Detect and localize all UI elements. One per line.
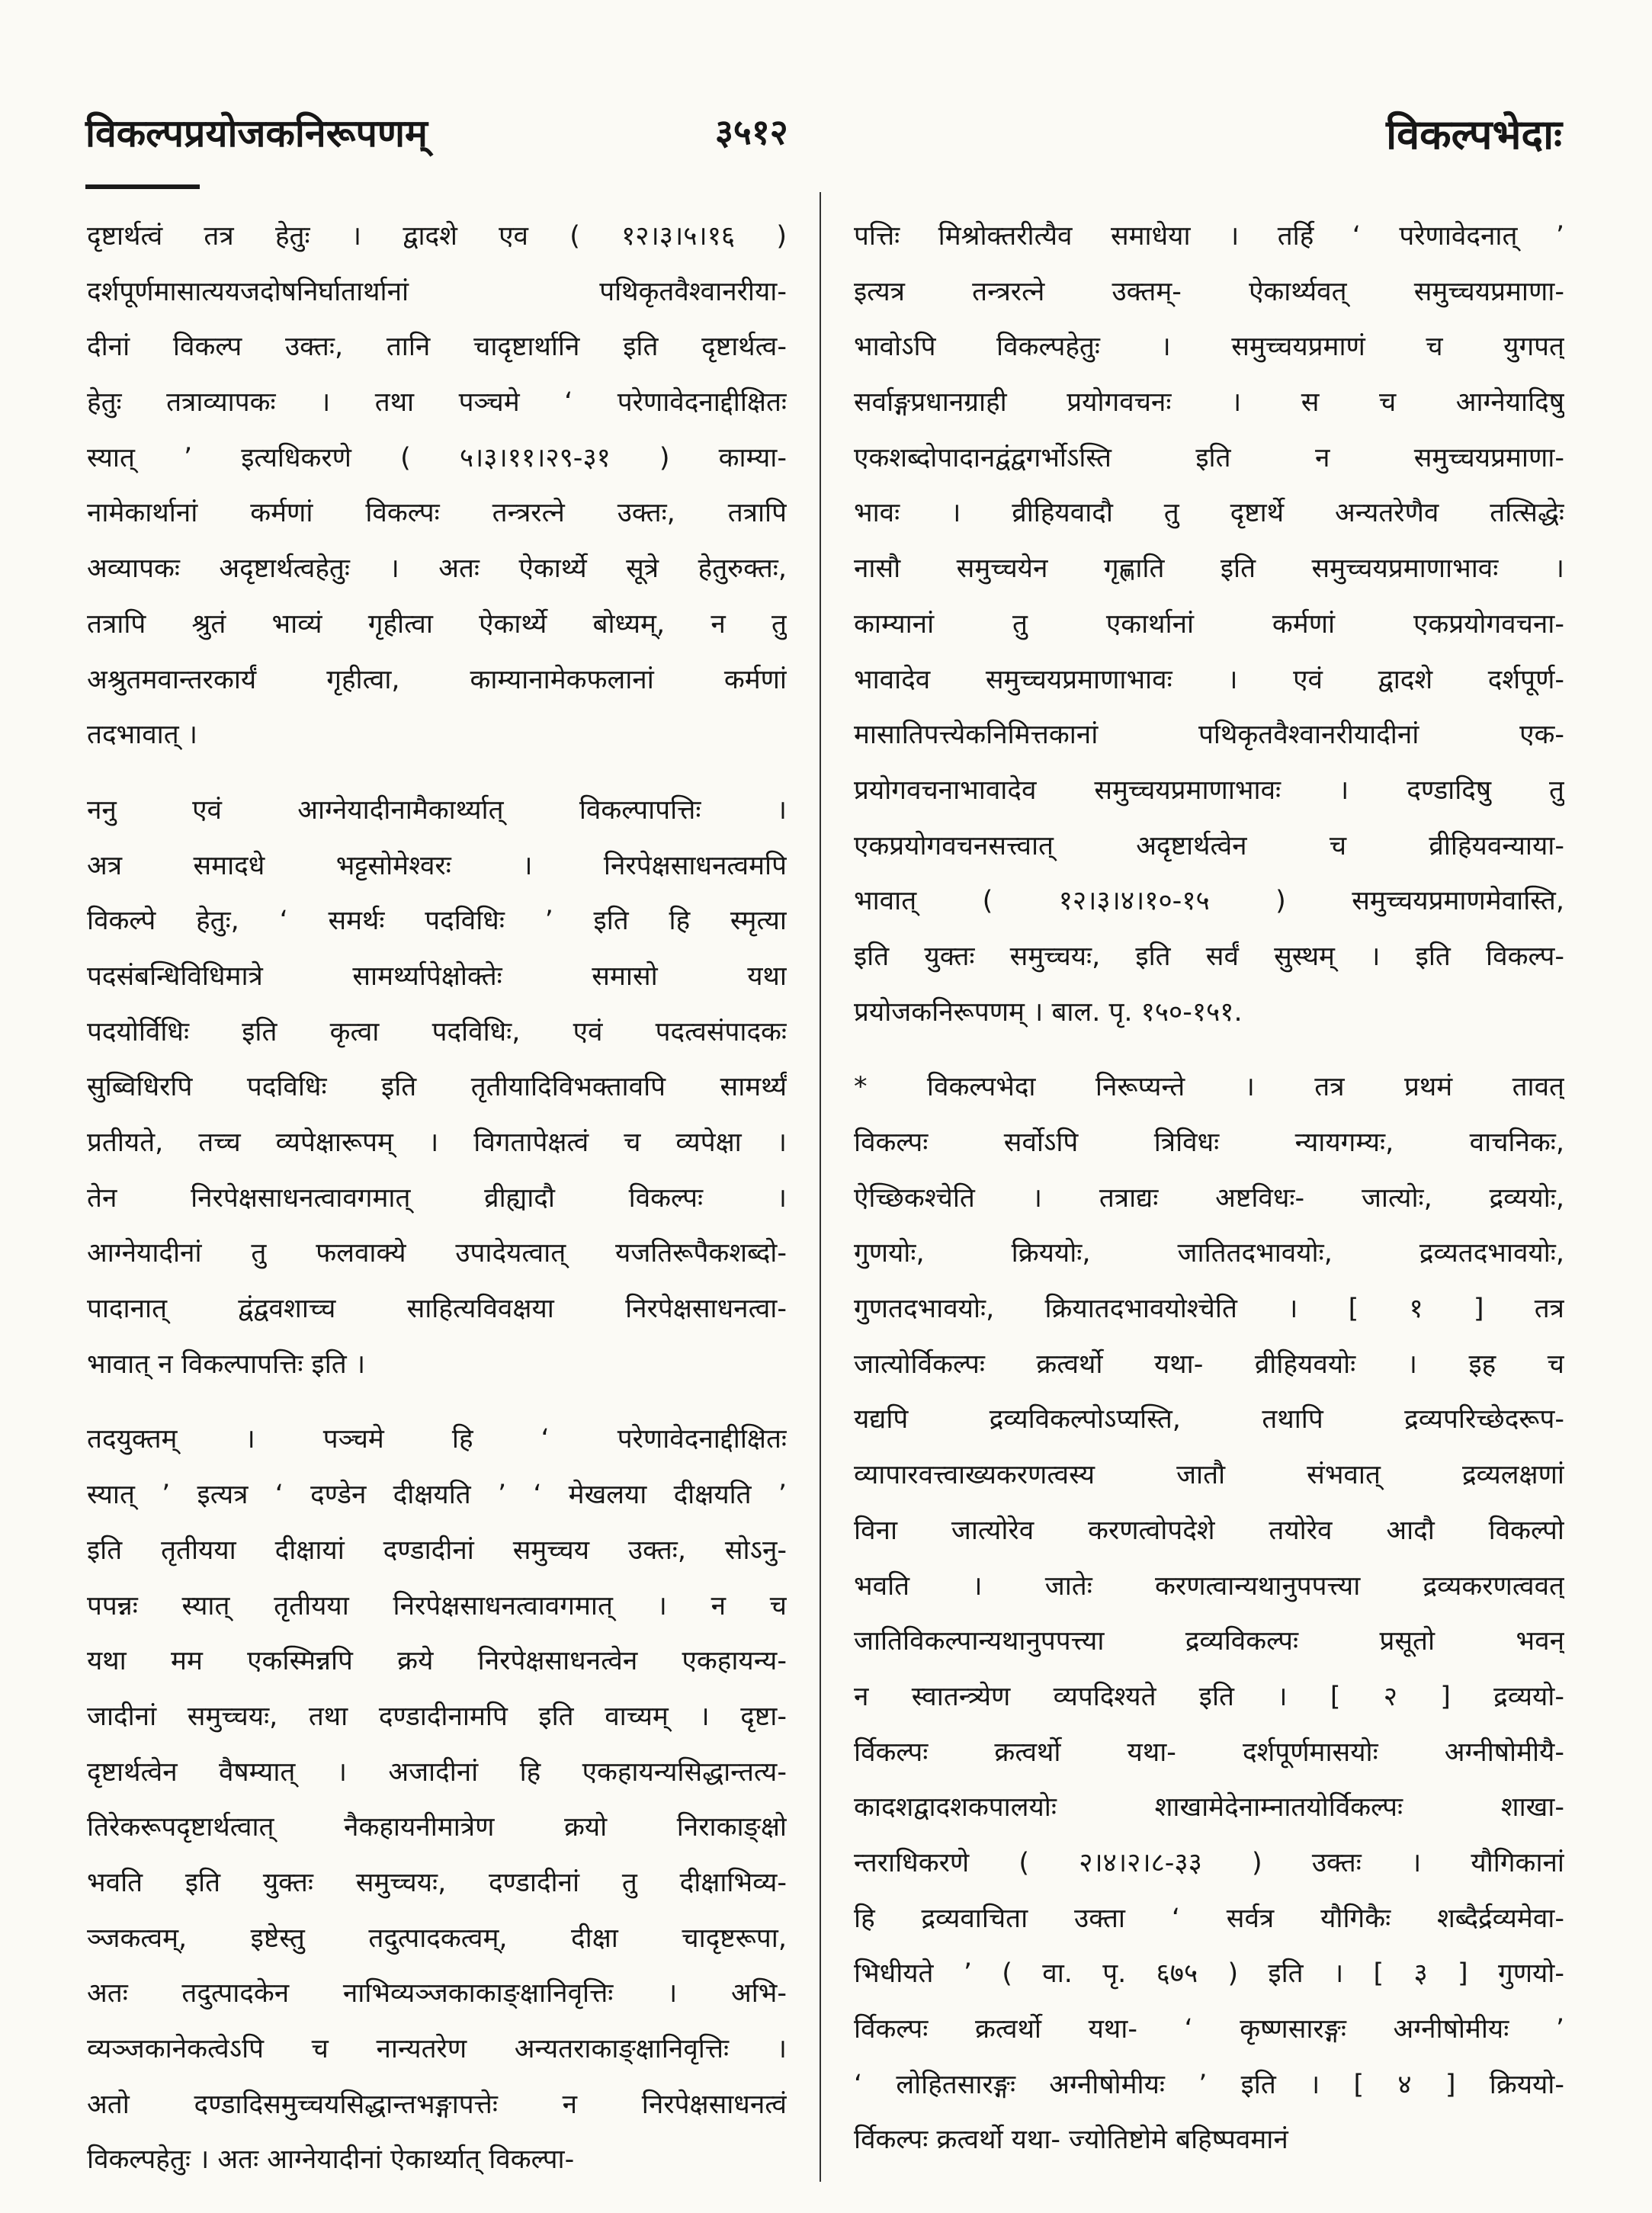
text-line: * विकल्पभेदा निरूप्यन्ते । तत्र प्रथमं तावत् [854, 1072, 1564, 1103]
left-column [87, 209, 787, 2188]
text-line: स्यात् ’ इत्यधिकरणे ( ५।३।११।२९-३१ ) काम्या- [87, 442, 787, 473]
text-line: हेतुः तत्राव्यापकः । तथा पञ्चमे ‘ परेणावेदनाद्दीक्षितः [87, 387, 787, 419]
paragraph [854, 209, 1564, 1040]
text-line: इत्यत्र तन्त्ररत्ने उक्तम्- ऐकार्थ्यवत् समुच्चयप्रमाणा- [854, 276, 1564, 307]
text-line: विकल्पः सर्वोऽपि त्रिविधः न्यायगम्यः, वाचनिकः, [854, 1127, 1564, 1158]
text-line: भिधीयते ’ ( वा. पृ. ६७५ ) इति । [ ३ ] गुणयो- [854, 1958, 1564, 1990]
text-line: भवति । जातेः करणत्वान्यथानुपपत्त्या द्रव्यकरणत्ववत् [854, 1570, 1564, 1602]
text-line: तदयुक्तम् । पञ्चमे हि ‘ परेणावेदनाद्दीक्षितः [87, 1424, 787, 1455]
text-line: र्विकल्पः क्रत्वर्थो यथा- दर्शपूर्णमासयोः अग्नीषोमीयै- [854, 1737, 1564, 1768]
text-line: स्यात् ’ इत्यत्र ‘ दण्डेन दीक्षयति ’ ‘ मेखलया दीक्षयति ’ [87, 1480, 787, 1511]
text-line: इति युक्तः समुच्चयः, इति सर्वं सुस्थम् । इति विकल्प- [854, 941, 1564, 972]
running-title-right: विकल्पभेदाः [1386, 111, 1562, 159]
text-line: आग्नेयादीनां तु फलवाक्ये उपादेयत्वात् यजतिरूपैकशब्दो- [87, 1238, 787, 1269]
text-line: पदसंबन्धिविधिमात्रे सामर्थ्यापेक्षोक्तेः समासो यथा [87, 961, 787, 992]
text-line: भावात् ( १२।३।४।१०-१५ ) समुच्चयप्रमाणमेवास्ति, [854, 886, 1564, 917]
text-line: जात्योर्विकल्पः क्रत्वर्थो यथा- व्रीहियवयोः । इह च [854, 1349, 1564, 1380]
text-line: अश्रुतमवान्तरकार्यं गृहीत्वा, काम्यानामेकफलानां कर्मणां [87, 664, 787, 695]
text-line: अव्यापकः अदृष्टार्थत्वहेतुः । अतः ऐकार्थ्ये सूत्रे हेतुरुक्तः, [87, 553, 787, 585]
text-line: सर्वाङ्गप्रधानग्राही प्रयोगवचनः । स च आग्नेयादिषु [854, 387, 1564, 419]
text-line: तिरेकरूपदृष्टार्थत्वात् नैकहायनीमात्रेण क्रयो निराकाङ्क्षो [87, 1812, 787, 1843]
paragraph [87, 1412, 787, 2188]
text-line: हि द्रव्यवाचिता उक्ता ‘ सर्वत्र यौगिकैः शब्दैर्द्रव्यमेवा- [854, 1903, 1564, 1934]
text-line: तदभावात् । [87, 720, 198, 751]
running-title-left: विकल्पप्रयोजकनिरूपणम् [85, 111, 428, 156]
paragraph [854, 1060, 1564, 2168]
text-line: भावोऽपि विकल्पहेतुः । समुच्चयप्रमाणं च युगपत् [854, 332, 1564, 363]
text-line: र्विकल्पः क्रत्वर्थो यथा- ‘ कृष्णसारङ्गः अग्नीषोमीयः ’ [854, 2014, 1564, 2045]
text-line: पदयोर्विधिः इति कृत्वा पदविधिः, एवं पदत्वसंपादकः [87, 1016, 787, 1047]
text-line: भावात् न विकल्पापत्तिः इति । [87, 1349, 366, 1380]
text-line: ननु एवं आग्नेयादीनामैकार्थ्यात् विकल्पापत्तिः । [87, 794, 787, 826]
text-line: भावादेव समुच्चयप्रमाणाभावः । एवं द्वादशे दर्शपूर्ण- [854, 664, 1564, 695]
text-line: यद्यपि द्रव्यविकल्पोऽप्यस्ति, तथापि द्रव्यपरिच्छेदरूप- [854, 1404, 1564, 1435]
text-line: यथा मम एकस्मिन्नपि क्रये निरपेक्षसाधनत्वेन एकहायन्य- [87, 1646, 787, 1677]
text-line: न स्वातन्त्र्येण व्यपदिश्यते इति । [ २ ] द्रव्ययो- [854, 1681, 1564, 1712]
text-line: दीनां विकल्प उक्तः, तानि चादृष्टार्थानि इति दृष्टार्थत्व- [87, 332, 787, 363]
text-line: तत्रापि श्रुतं भाव्यं गृहीत्वा ऐकार्थ्ये बोध्यम्, न तु [87, 608, 787, 640]
text-line: पादानात् द्वंद्ववशाच्च साहित्यविवक्षया निरपेक्षसाधनत्वा- [87, 1294, 787, 1325]
header-rule [85, 184, 200, 189]
text-line: व्यापारवत्त्वाख्यकरणत्वस्य जातौ संभवात् द्रव्यलक्षणां [854, 1460, 1564, 1491]
text-line: तेन निरपेक्षसाधनत्वावगमात् व्रीह्यादौ विकल्पः । [87, 1182, 787, 1214]
text-line: ञ्जकत्वम्, इष्टेस्तु तदुत्पादकत्वम्, दीक्षा चादृष्टरूपा, [87, 1923, 787, 1954]
text-line: दृष्टार्थत्वं तत्र हेतुः । द्वादशे एव ( १२।३।५।१६ ) [87, 221, 787, 252]
text-line: सुब्विधिरपि पदविधिः इति तृतीयादिविभक्तावपि सामर्थ्यं [87, 1072, 787, 1103]
text-line: र्विकल्पः क्रत्वर्थो यथा- ज्योतिष्टोमे बहिष्पवमानं [854, 2125, 1288, 2156]
text-line: एकशब्दोपादानद्वंद्वगर्भोऽस्ति इति न समुच्चयप्रमाणा- [854, 442, 1564, 473]
text-line: विकल्पे हेतुः, ‘ समर्थः पदविधिः ’ इति हि स्मृत्या [87, 906, 787, 937]
text-line: ‘ लोहितसारङ्गः अग्नीषोमीयः ’ इति । [ ४ ] क्रिययो- [854, 2069, 1564, 2100]
text-line: मासातिपत्त्येकनिमित्तकानां पथिकृतवैश्वानरीयादीनां एक- [854, 720, 1564, 751]
text-line: दर्शपूर्णमासात्ययजदोषनिर्घातार्थानां पथिकृतवैश्वानरीया- [87, 276, 787, 307]
text-line: एकप्रयोगवचनसत्त्वात् अदृष्टार्थत्वेन च व्रीहियवन्याया- [854, 830, 1564, 861]
text-line: नासौ समुच्चयेन गृह्णाति इति समुच्चयप्रमाणाभावः । [854, 553, 1564, 585]
text-line: काम्यानां तु एकार्थानां कर्मणां एकप्रयोगवचना- [854, 608, 1564, 640]
text-line: विकल्पहेतुः । अतः आग्नेयादीनां ऐकार्थ्यात् विकल्पा- [87, 2144, 575, 2176]
text-line: गुणतदभावयोः, क्रियातदभावयोश्चेति । [ १ ] तत्र [854, 1294, 1564, 1325]
text-line: ऐच्छिकश्चेति । तत्राद्यः अष्टविधः- जात्योः, द्रव्ययोः, [854, 1182, 1564, 1214]
text-line: इति तृतीयया दीक्षायां दण्डादीनां समुच्चय उक्तः, सोऽनु- [87, 1535, 787, 1566]
text-line: जातिविकल्पान्यथानुपपत्त्या द्रव्यविकल्पः प्रसूतो भवन् [854, 1626, 1564, 1657]
text-line: पपन्नः स्यात् तृतीयया निरपेक्षसाधनत्वावगमात् । न च [87, 1590, 787, 1621]
text-line: अतो दण्डादिसमुच्चयसिद्धान्तभङ्गापत्तेः न निरपेक्षसाधनत्वं [87, 2089, 787, 2120]
text-line: कादशद्वादशकपालयोः शाखामेदेनाम्नातयोर्विकल्पः शाखा- [854, 1792, 1564, 1823]
text-line: प्रतीयते, तच्च व्यपेक्षारूपम् । विगतापेक्षत्वं च व्यपेक्षा । [87, 1127, 787, 1158]
text-line: व्यञ्जकानेकत्वेऽपि च नान्यतरेण अन्यतराकाङ्क्षानिवृत्तिः । [87, 2034, 787, 2064]
column-divider [820, 192, 821, 2182]
text-line: जादीनां समुच्चयः, तथा दण्डादीनामपि इति वाच्यम् । दृष्टा- [87, 1701, 787, 1732]
text-line: भवति इति युक्तः समुच्चयः, दण्डादीनां तु दीक्षाभिव्य- [87, 1867, 787, 1898]
text-line: प्रयोजकनिरूपणम् । बाल. पृ. १५०-१५१. [854, 996, 1243, 1028]
text-line: प्रयोगवचनाभावादेव समुच्चयप्रमाणाभावः । दण्डादिषु तु [854, 775, 1564, 806]
text-line: अत्र समादधे भट्टसोमेश्वरः । निरपेक्षसाधनत्वमपि [87, 850, 787, 881]
paragraph [87, 783, 787, 1393]
text-line: दृष्टार्थत्वेन वैषम्यात् । अजादीनां हि एकहायन्यसिद्धान्तत्य- [87, 1756, 787, 1788]
text-line: विना जात्योरेव करणत्वोपदेशे तयोरेव आदौ विकल्पो [854, 1515, 1564, 1546]
text-line: पत्तिः मिश्रोक्तरीत्यैव समाधेया । तर्हि ‘ परेणावेदनात् ’ [854, 221, 1564, 252]
text-line: गुणयोः, क्रिययोः, जातितदभावयोः, द्रव्यतदभावयोः, [854, 1238, 1564, 1269]
text-line: अतः तदुत्पादकेन नाभिव्यञ्जकाकाङ्क्षानिवृत्तिः । अभि- [87, 1978, 787, 2009]
right-column [854, 209, 1564, 2168]
text-line: न्तराधिकरणे ( २।४।२।८-३३ ) उक्तः । यौगिकानां [854, 1847, 1564, 1878]
page-number: ३५१२ [715, 111, 788, 152]
paragraph [87, 209, 787, 763]
text-line: भावः । व्रीहियवादौ तु दृष्टार्थे अन्यतरेणैव तत्सिद्धेः [854, 498, 1564, 529]
text-line: नामेकार्थानां कर्मणां विकल्पः तन्त्ररत्ने उक्तः, तत्रापि [87, 498, 787, 529]
